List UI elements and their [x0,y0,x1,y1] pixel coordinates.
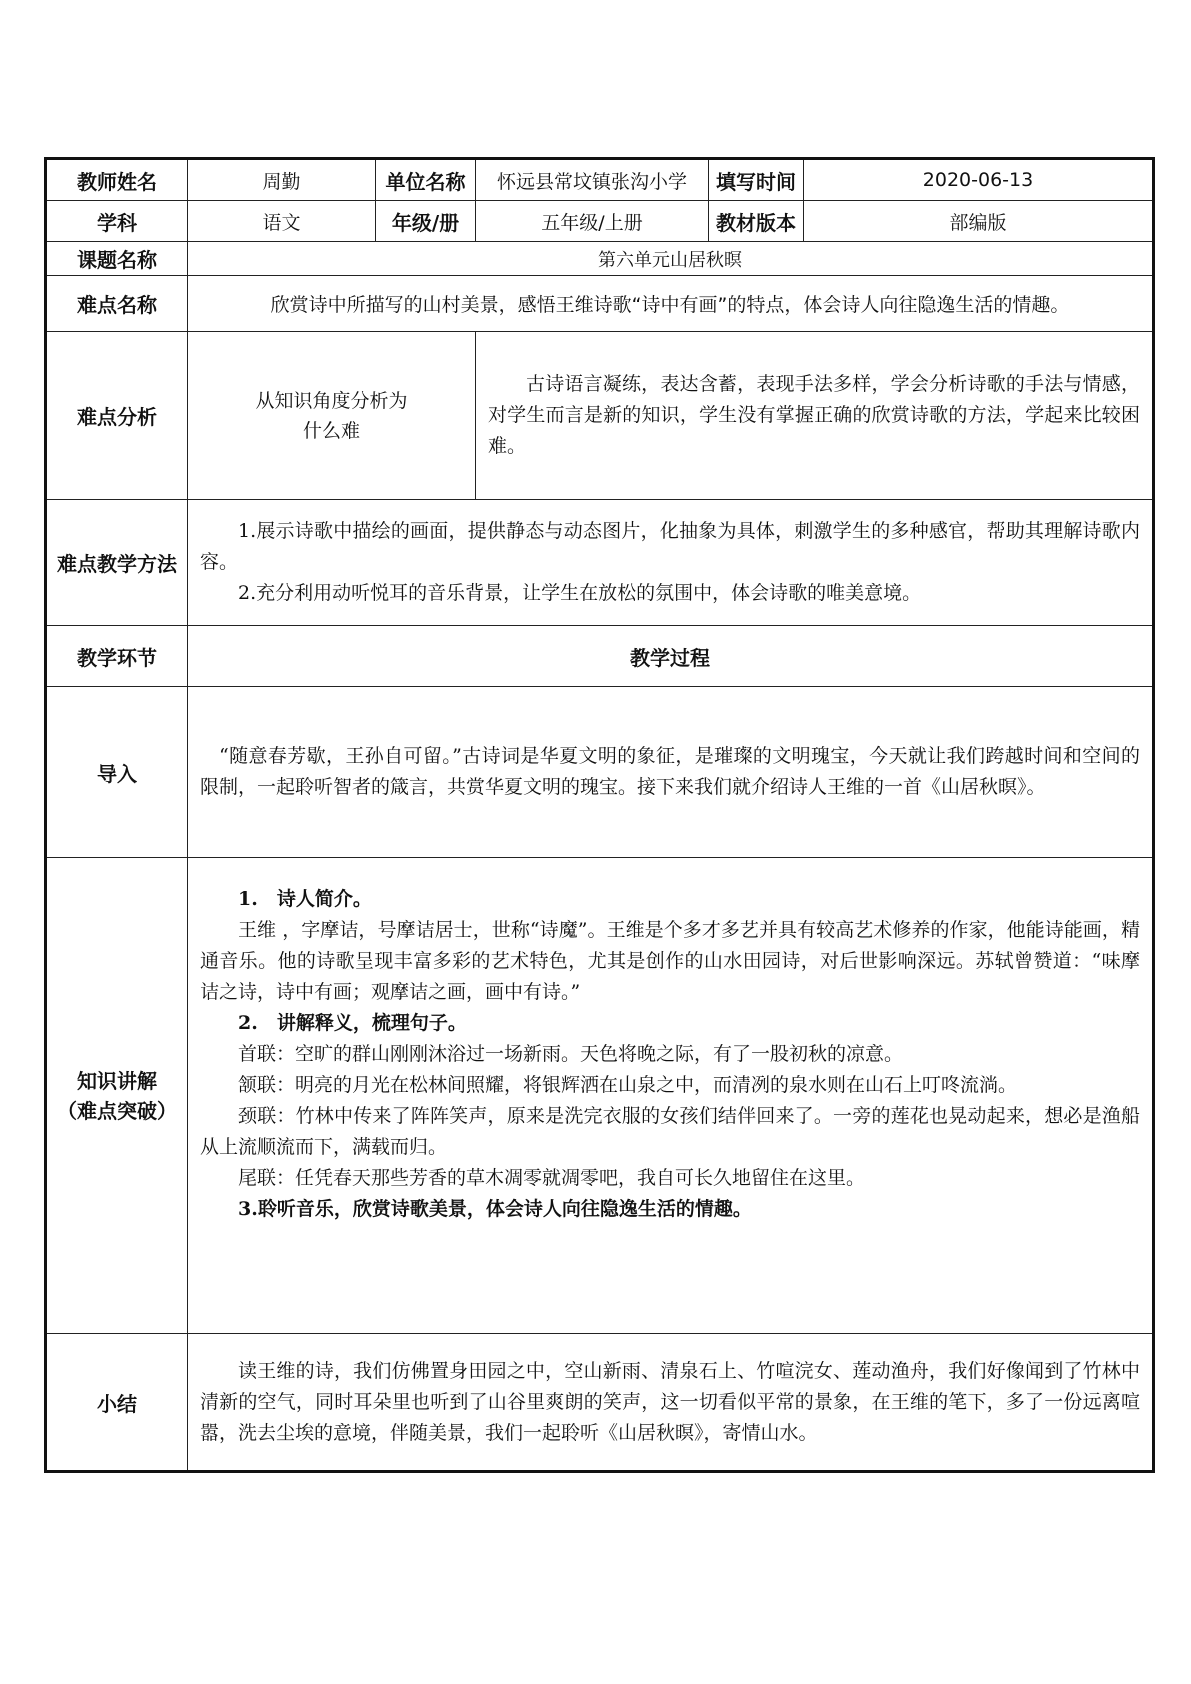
knowledge-cell [188,858,1154,1334]
unit-value: 怀远县常坟镇张沟小学 [476,159,709,201]
difficulty-name-row [46,276,1154,332]
edition-label: 教材版本 [709,201,804,242]
analysis-angle-line-1: 从知识角度分析为 [255,389,408,412]
topic-label: 课题名称 [46,242,188,276]
method-label: 难点教学方法 [46,500,188,626]
header-row-2 [46,201,1154,242]
method-row [46,500,1154,626]
process-label: 教学过程 [188,626,1154,687]
grade-value: 五年级/上册 [476,201,709,242]
topic-value: 第六单元山居秋暝 [188,242,1154,276]
method-item-2: 2.充分利用动听悦耳的音乐背景，让学生在放松的氛围中，体会诗歌的唯美意境。 [238,582,922,604]
unit-label: 单位名称 [376,159,476,201]
intro-cell [188,687,1154,858]
lesson-plan-table [44,157,1155,1473]
knowledge-line-3: 颈联：竹林中传来了阵阵笑声，原来是洗完衣服的女孩们结伴回来了。一旁的莲花也晃动起来，想必是渔船从上流顺流而下，满载而归。 [200,1105,1140,1158]
knowledge-heading-1: 1. 诗人简介。 [238,888,372,910]
knowledge-heading-2: 2. 讲解释义，梳理句子。 [238,1012,467,1034]
difficulty-analysis-row [46,332,1154,500]
knowledge-heading-3: 3.聆听音乐，欣赏诗歌美景，体会诗人向往隐逸生活的情趣。 [238,1198,752,1220]
knowledge-label: 知识讲解 [77,1068,157,1093]
edition-value: 部编版 [804,201,1154,242]
method-item-1: 1.展示诗歌中描绘的画面，提供静态与动态图片，化抽象为具体，刺激学生的多种感官，帮助其理解诗歌内容。 [200,520,1140,573]
knowledge-sublabel: （难点突破） [57,1098,177,1123]
intro-text: “随意春芳歇，王孙自可留。”古诗词是华夏文明的象征，是璀璨的文明瑰宝，今天就让我们跨越时间和空间的限制，一起聆听智者的箴言，共赏华夏文明的瑰宝。接下来我们就介绍诗人王维的一首《山居秋暝》。 [200,745,1140,798]
process-header-row [46,626,1154,687]
intro-row [46,687,1154,858]
subject-value: 语文 [188,201,376,242]
summary-row [46,1334,1154,1472]
method-cell [188,500,1154,626]
difficulty-name-label: 难点名称 [46,276,188,332]
stage-label: 教学环节 [46,626,188,687]
analysis-text-cell [476,332,1154,500]
teacher-label: 教师姓名 [46,159,188,201]
knowledge-line-1: 首联：空旷的群山刚刚沐浴过一场新雨。天色将晚之际，有了一股初秋的凉意。 [238,1043,904,1065]
lesson-plan-document [44,157,1152,1473]
subject-label: 学科 [46,201,188,242]
knowledge-bio: 王维 ，字摩诘，号摩诘居士，世称“诗魔”。王维是个多才多艺并具有较高艺术修养的作家，他能诗能画，精通音乐。他的诗歌呈现丰富多彩的艺术特色，尤其是创作的山水田园诗，对后世影响深远。苏轼曾赞道：“味摩诘之诗，诗中有画；观摩诘之画，画中有诗。” [200,919,1140,1003]
summary-cell [188,1334,1154,1472]
intro-label: 导入 [46,687,188,858]
difficulty-analysis-label: 难点分析 [46,332,188,500]
difficulty-name-value: 欣赏诗中所描写的山村美景，感悟王维诗歌“诗中有画”的特点，体会诗人向往隐逸生活的情趣。 [188,276,1154,332]
knowledge-line-2: 颔联：明亮的月光在松林间照耀，将银辉洒在山泉之中，而清冽的泉水则在山石上叮咚流淌。 [238,1074,1018,1096]
analysis-angle-line-2: 什么难 [302,419,360,442]
summary-text: 读王维的诗，我们仿佛置身田园之中，空山新雨、清泉石上、竹喧浣女、莲动渔舟，我们好像闻到了竹林中清新的空气，同时耳朵里也听到了山谷里爽朗的笑声，这一切看似平常的景象，在王维的笔下，多了一份远离喧嚣，洗去尘埃的意境，伴随美景，我们一起聆听《山居秋暝》，寄情山水。 [200,1359,1140,1444]
analysis-angle-cell [188,332,476,500]
date-value: 2020-06-13 [804,159,1154,201]
grade-label: 年级/册 [376,201,476,242]
header-row-1 [46,159,1154,201]
analysis-text: 古诗语言凝练，表达含蓄，表现手法多样，学会分析诗歌的手法与情感，对学生而言是新的知识，学生没有掌握正确的欣赏诗歌的方法，学起来比较困难。 [488,373,1140,457]
summary-label: 小结 [46,1334,188,1472]
knowledge-line-4: 尾联：任凭春天那些芳香的草木凋零就凋零吧，我自可长久地留住在这里。 [238,1167,866,1189]
knowledge-label-cell [46,858,188,1334]
teacher-value: 周勤 [188,159,376,201]
date-label: 填写时间 [709,159,804,201]
topic-row [46,242,1154,276]
knowledge-row [46,858,1154,1334]
